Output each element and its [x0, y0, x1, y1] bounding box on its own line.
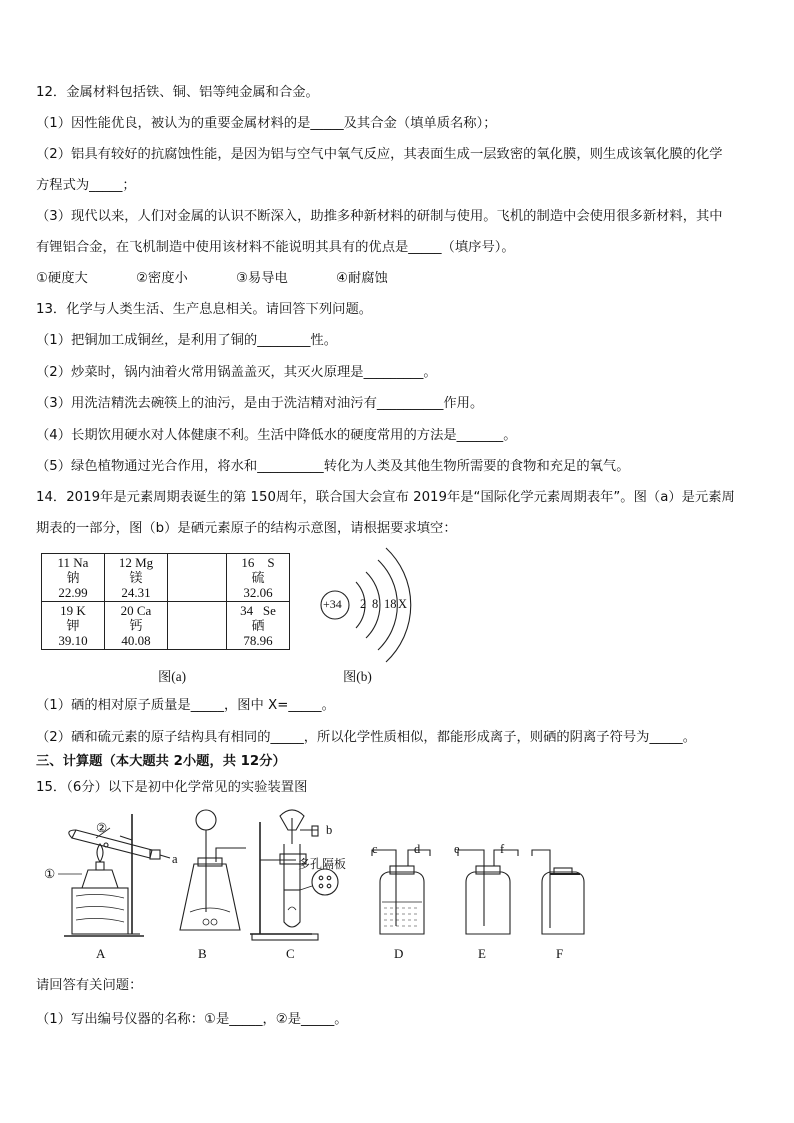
q14-stem-line2: 期表的一部分，图（b）是硒元素原子的结构示意图，请根据要求填空： — [36, 521, 457, 536]
q12-part2-line1: （2）铝具有较好的抗腐蚀性能，是因为铝与空气中氧气反应，其表面生成一层致密的氧化膜，则生成该氧化膜的化学 — [36, 147, 723, 162]
marker-f: f — [500, 842, 505, 856]
apparatus-b — [180, 810, 246, 930]
q14-stem-line1: 14．2019年是元素周期表诞生的第 150周年，联合国大会宣布 2019年是“国际化学元素周期表年”。图（a）是元素周 — [36, 490, 735, 505]
label-f: F — [556, 946, 564, 961]
tube-f — [532, 850, 550, 928]
caption-a: 图(a) — [158, 669, 187, 684]
apparatus-d — [372, 850, 430, 934]
q15-stem: 15．（6分）以下是初中化学常见的实验装置图 — [36, 780, 308, 795]
marker-2: ② — [96, 821, 108, 835]
side-tube-b — [216, 848, 246, 862]
q15-part1: （1）写出编号仪器的名称：①是_____，②是_____。 — [36, 1012, 348, 1027]
apparatus-f — [532, 850, 584, 934]
alcohol-lamp-body — [82, 870, 118, 888]
shell-electrons-3: 18 — [384, 597, 397, 611]
label-d: D — [394, 946, 404, 961]
marker-b: b — [326, 823, 333, 837]
q12-part1: （1）因性能优良，被认为的重要金属材料的是_____及其合金（填单质名称）； — [36, 116, 497, 131]
nucleus-charge: +34 — [323, 597, 342, 611]
shell-electrons-4: X — [398, 597, 408, 611]
conical-flask — [180, 864, 240, 930]
q13-part4: （4）长期饮用硬水对人体健康不利。生活中降低水的硬度常用的方法是_______。 — [36, 428, 517, 443]
q13-part5: （5）绿色植物通过光合作用，将水和__________转化为人类及其他生物所需要的食物和充足的氧气。 — [36, 459, 630, 474]
apparatus-c — [250, 810, 338, 940]
flame — [97, 844, 103, 862]
long-tube-c — [372, 850, 396, 926]
q12-part2-line2: 方程式为_____； — [36, 178, 136, 193]
q13-part3: （3）用洗洁精洗去碗筷上的油污，是由于洗洁精对油污有__________作用。 — [36, 396, 484, 411]
label-e: E — [478, 946, 486, 961]
element-cell-empty — [168, 602, 227, 650]
element-cell-empty — [168, 554, 227, 602]
label-b: B — [198, 946, 207, 961]
q15-ask: 请回答有关问题： — [36, 978, 143, 993]
porous-plate-detail — [312, 869, 338, 895]
option-4: ④耐腐蚀 — [336, 271, 388, 286]
option-3: ③易导电 — [236, 271, 288, 286]
shell-electrons-2: 8 — [372, 597, 379, 611]
marker-c: c — [372, 842, 378, 856]
test-tube — [72, 830, 152, 858]
element-cell-ca: 20 Ca 钙 40.08 — [105, 602, 168, 650]
q12-part3-line1: （3）现代以来，人们对金属的认识不断深入，助推多种新材料的研制与使用。飞机的制造中会使用很多新材料，其中 — [36, 209, 723, 224]
marker-a: a — [172, 852, 178, 866]
long-tube-e — [458, 850, 484, 926]
q12-part3-line2: 有锂铝合金，在飞机制造中使用该材料不能说明其具有的优点是_____（填序号）。 — [36, 240, 515, 255]
marker-d: d — [414, 842, 421, 856]
funnel-bulb — [196, 810, 216, 830]
periodic-table-excerpt — [41, 553, 290, 650]
apparatus-e — [458, 850, 518, 934]
q13-stem: 13．化学与人类生活、生产息息相关。请回答下列问题。 — [36, 302, 373, 317]
label-c: C — [286, 946, 295, 961]
marker-e: e — [454, 842, 460, 856]
option-2: ②密度小 — [136, 271, 188, 286]
q12-options — [36, 270, 388, 288]
q13-part1: （1）把铜加工成铜丝，是利用了铜的________性。 — [36, 333, 337, 348]
lab-apparatus-figure — [40, 800, 600, 945]
option-1: ①硬度大 — [36, 271, 88, 286]
element-cell-mg: 12 Mg 镁 24.31 — [105, 554, 168, 602]
caption-b: 图(b) — [343, 669, 372, 684]
q13-part2: （2）炒菜时，锅内油着火常用锅盖盖灭，其灭火原理是_________。 — [36, 365, 437, 380]
q14-part2: （2）硒和硫元素的原子结构具有相同的_____，所以化学性质相似，都能形成离子，则硒的阴离子符号为_____。 — [36, 730, 697, 745]
q14-part1: （1）硒的相对原子质量是_____，图中 X=_____。 — [36, 698, 335, 713]
q12-stem: 12．金属材料包括铁、铜、铝等纯金属和合金。 — [36, 85, 319, 100]
element-cell-k: 19 K 钾 39.10 — [42, 602, 105, 650]
shell-electrons-1: 2 — [360, 597, 367, 611]
lamp-wick-holder — [96, 862, 104, 870]
element-cell-na: 11 Na 钠 22.99 — [42, 554, 105, 602]
porous-plate-label: 多孔隔板 — [298, 857, 347, 871]
element-cell-s: 16 S 硫 32.06 — [227, 554, 290, 602]
marker-1: ① — [44, 867, 56, 881]
delivery-tube-a — [160, 855, 170, 858]
element-cell-se: 34 Se 硒 78.96 — [227, 602, 290, 650]
short-tube-f — [494, 850, 518, 866]
section-3-heading: 三、计算题（本大题共 2小题，共 12分） — [36, 754, 286, 769]
apparatus-a — [58, 814, 170, 936]
label-a: A — [96, 946, 106, 961]
